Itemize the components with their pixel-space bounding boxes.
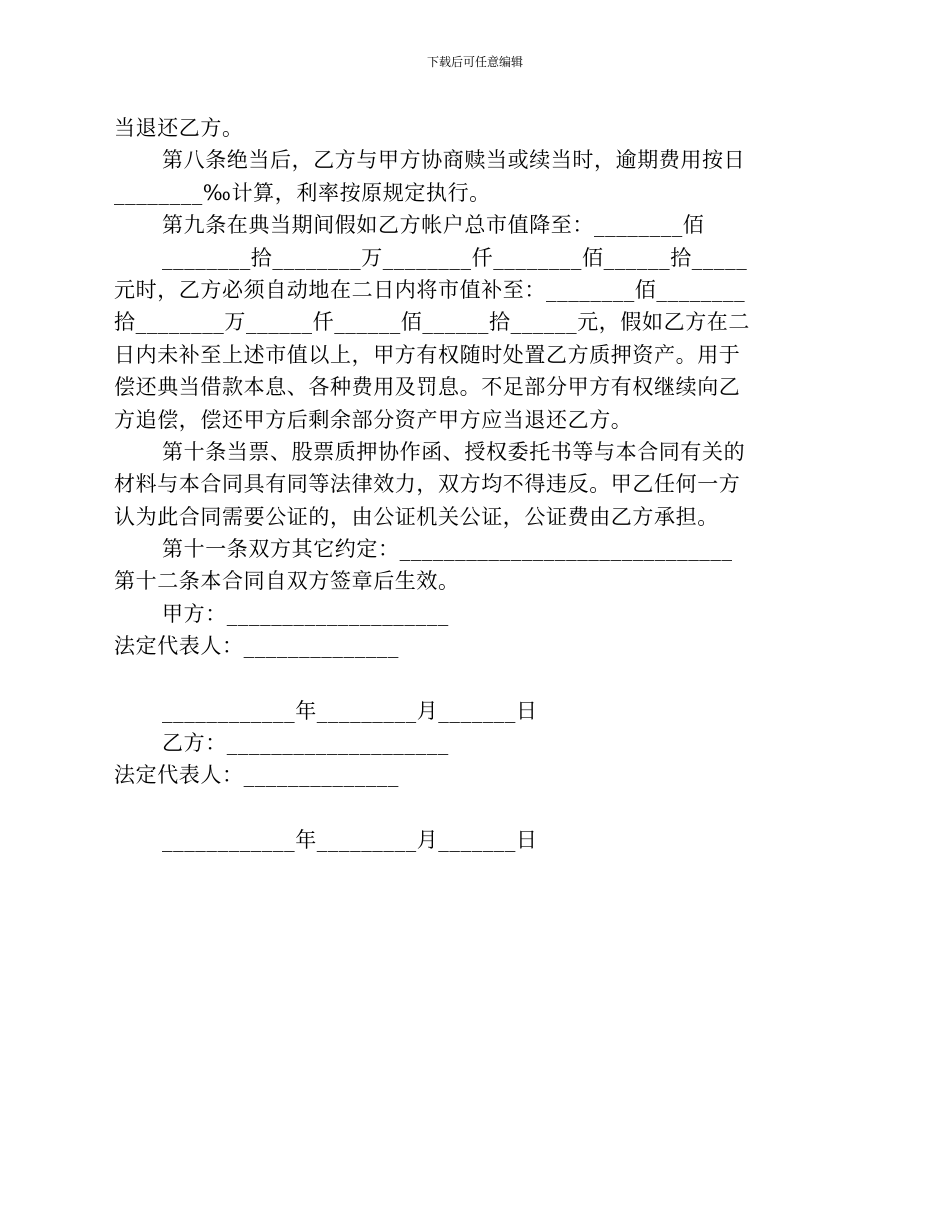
article-10-line: 第十条当票、股票质押协作函、授权委托书等与本合同有关的 (162, 439, 746, 464)
text-line: 日内未补至上述市值以上，甲方有权随时处置乙方质押资产。用于 (114, 342, 741, 367)
text-line: ________拾________万________仟________佰______拾_____ (162, 245, 748, 270)
text-line: 认为此合同需要公证的，由公证机关公证，公证费由乙方承担。 (114, 504, 719, 529)
document-body (114, 112, 834, 856)
spacer (114, 663, 834, 695)
party-a-line: 甲方：____________________ (162, 601, 449, 626)
article-8-line: 第八条绝当后，乙方与甲方协商赎当或续当时，逾期费用按日 (162, 148, 746, 173)
article-12-line: 第十二条本合同自双方签章后生效。 (114, 569, 460, 594)
page-header: 下载后可任意编辑 (426, 55, 523, 69)
party-b-date-line: ____________年_________月_______日 (162, 827, 538, 852)
text-line: 偿还典当借款本息、各种费用及罚息。不足部分甲方有权继续向乙 (114, 375, 741, 400)
article-9-line: 第九条在典当期间假如乙方帐户总市值降至：________佰 (162, 213, 705, 238)
party-b-line: 乙方：____________________ (162, 731, 449, 756)
text-line: 元时，乙方必须自动地在二日内将市值补至：________佰________ (114, 277, 746, 302)
text-line: 方追偿，偿还甲方后剩余部分资产甲方应当退还乙方。 (114, 407, 633, 432)
party-a-date-line: ____________年_________月_______日 (162, 698, 538, 723)
text-line: 当退还乙方。 (114, 116, 244, 140)
text-line: ________‰计算，利率按原规定执行。 (114, 180, 491, 205)
spacer (114, 792, 834, 824)
party-b-representative-line: 法定代表人：______________ (114, 763, 399, 788)
article-11-line: 第十一条双方其它约定：______________________________ (162, 537, 733, 562)
party-a-representative-line: 法定代表人：______________ (114, 634, 399, 659)
text-line: 拾________万______仟______佰______拾______元，假如乙方在二 (114, 310, 750, 335)
text-line: 材料与本合同具有同等法律效力，双方均不得违反。甲乙任何一方 (114, 472, 741, 497)
